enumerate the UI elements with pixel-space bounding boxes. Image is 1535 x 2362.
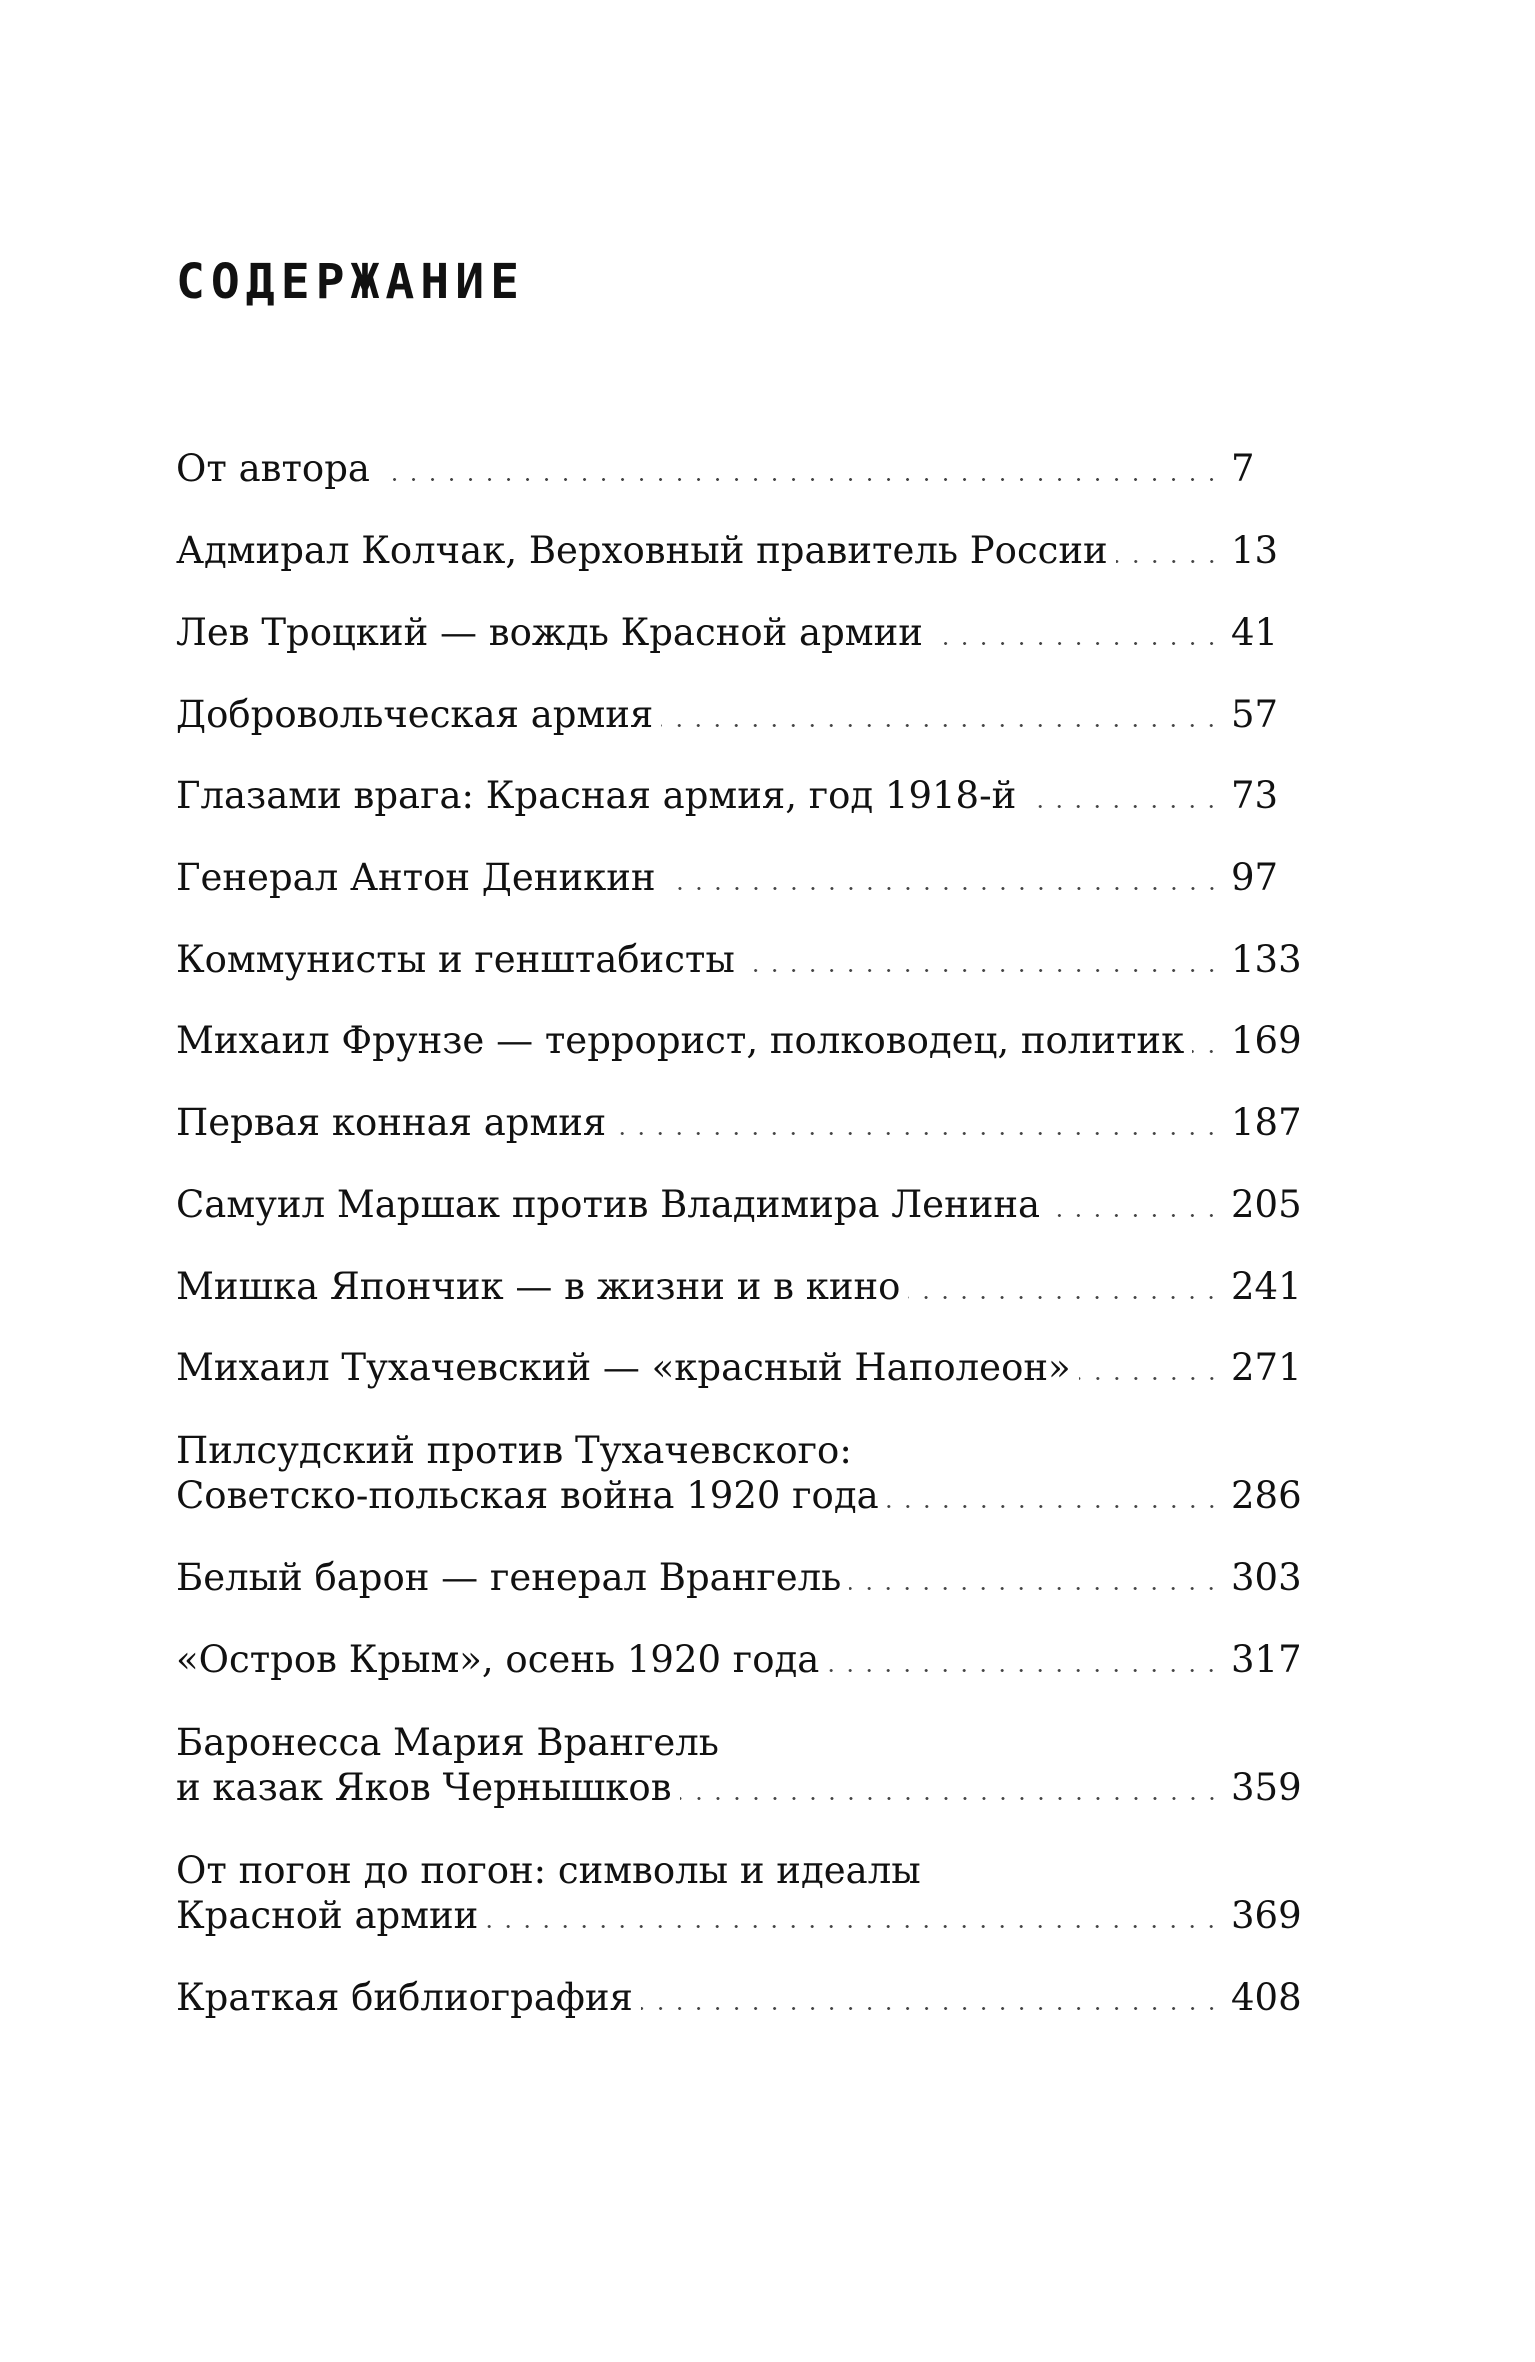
toc-entry	[176, 1637, 1306, 1682]
toc-entry-page: 73	[1231, 774, 1279, 817]
toc-entry-page: 241	[1231, 1265, 1302, 1308]
dot-leader	[1024, 773, 1221, 818]
toc-entry-page: 286	[1231, 1474, 1302, 1517]
toc-entry	[176, 446, 1306, 491]
toc-entry	[176, 1555, 1306, 1600]
toc-entry-title: «Остров Крым», осень 1920 года	[176, 1638, 820, 1681]
toc-entry-page: 317	[1231, 1638, 1302, 1681]
toc-entry-title: Первая конная армия	[176, 1101, 607, 1144]
toc-entry-page: 187	[1231, 1101, 1302, 1144]
toc-entry	[176, 1345, 1306, 1390]
dot-leader	[1048, 1182, 1221, 1227]
dot-leader	[661, 692, 1221, 737]
toc-entry-title-line1: Баронесса Мария Врангель	[176, 1721, 719, 1764]
toc-entry-title: Лев Троцкий — вождь Красной армии	[176, 611, 923, 654]
toc-entry-title: Михаил Тухачевский — «красный Наполеон»	[176, 1346, 1071, 1389]
dot-leader	[486, 1893, 1221, 1938]
dot-leader	[887, 1473, 1221, 1518]
dot-leader	[614, 1100, 1221, 1145]
dot-leader	[641, 1975, 1221, 2020]
dot-leader	[931, 610, 1221, 655]
toc-entry	[176, 937, 1306, 982]
dot-leader	[743, 937, 1221, 982]
toc-entry-title: Адмирал Колчак, Верховный правитель России	[176, 529, 1108, 572]
toc-entry-title: Михаил Фрунзе — террорист, полководец, политик	[176, 1019, 1185, 1062]
toc-entry-page: 369	[1231, 1894, 1302, 1937]
contents-heading: СОДЕРЖАНИЕ	[176, 254, 525, 310]
dot-leader	[908, 1264, 1221, 1309]
toc-entry-page: 303	[1231, 1556, 1302, 1599]
toc-entry-title: Коммунисты и генштабисты	[176, 938, 735, 981]
toc-entry-page: 271	[1231, 1346, 1302, 1389]
toc-entry	[176, 1428, 1306, 1518]
toc-entry	[176, 692, 1306, 737]
toc-entry	[176, 1264, 1306, 1309]
toc-entry	[176, 1720, 1306, 1810]
toc-entry-page: 408	[1231, 1976, 1302, 2019]
toc-entry	[176, 1182, 1306, 1227]
toc-entry-page: 133	[1231, 938, 1302, 981]
toc-entry	[176, 1018, 1306, 1063]
toc-entry-title-line1: От погон до погон: символы и идеалы	[176, 1849, 921, 1892]
toc-entry-page: 57	[1231, 693, 1279, 736]
dot-leader	[378, 446, 1221, 491]
dot-leader	[680, 1765, 1221, 1810]
dot-leader	[1192, 1018, 1221, 1063]
toc-entry-title: Мишка Япончик — в жизни и в кино	[176, 1265, 901, 1308]
toc-entry-title: Генерал Антон Деникин	[176, 856, 656, 899]
toc-entry	[176, 773, 1306, 818]
toc-entry	[176, 1975, 1306, 2020]
toc-entry-title: Красной армии	[176, 1894, 479, 1937]
toc-entry-title: Советско-польская война 1920 года	[176, 1474, 879, 1517]
toc-entry-page: 7	[1231, 447, 1255, 490]
toc-entry-title: От автора	[176, 447, 370, 490]
toc-entry-page: 169	[1231, 1019, 1302, 1062]
toc-entry	[176, 1100, 1306, 1145]
toc-entry-page: 205	[1231, 1183, 1302, 1226]
toc-entry	[176, 610, 1306, 655]
dot-leader	[664, 855, 1221, 900]
toc-entry-page: 359	[1231, 1766, 1302, 1809]
toc-entry	[176, 855, 1306, 900]
toc-entry	[176, 1848, 1306, 1938]
dot-leader	[1079, 1345, 1221, 1390]
toc-entry-title: Краткая библиография	[176, 1976, 633, 2019]
toc-entry-title: Самуил Маршак против Владимира Ленина	[176, 1183, 1041, 1226]
toc-entry-title: Добровольческая армия	[176, 693, 654, 736]
toc-entry-title: Белый барон — генерал Врангель	[176, 1556, 842, 1599]
toc-entry-page: 41	[1231, 611, 1279, 654]
dot-leader	[1116, 528, 1221, 573]
toc-entry-page: 97	[1231, 856, 1279, 899]
toc-entry-title-line1: Пилсудский против Тухачевского:	[176, 1429, 852, 1472]
dot-leader	[827, 1637, 1221, 1682]
dot-leader	[849, 1555, 1221, 1600]
toc-entry-page: 13	[1231, 529, 1279, 572]
toc-entry-title: и казак Яков Чернышков	[176, 1766, 672, 1809]
toc-entry	[176, 528, 1306, 573]
toc-entry-title: Глазами врага: Красная армия, год 1918-й	[176, 774, 1017, 817]
